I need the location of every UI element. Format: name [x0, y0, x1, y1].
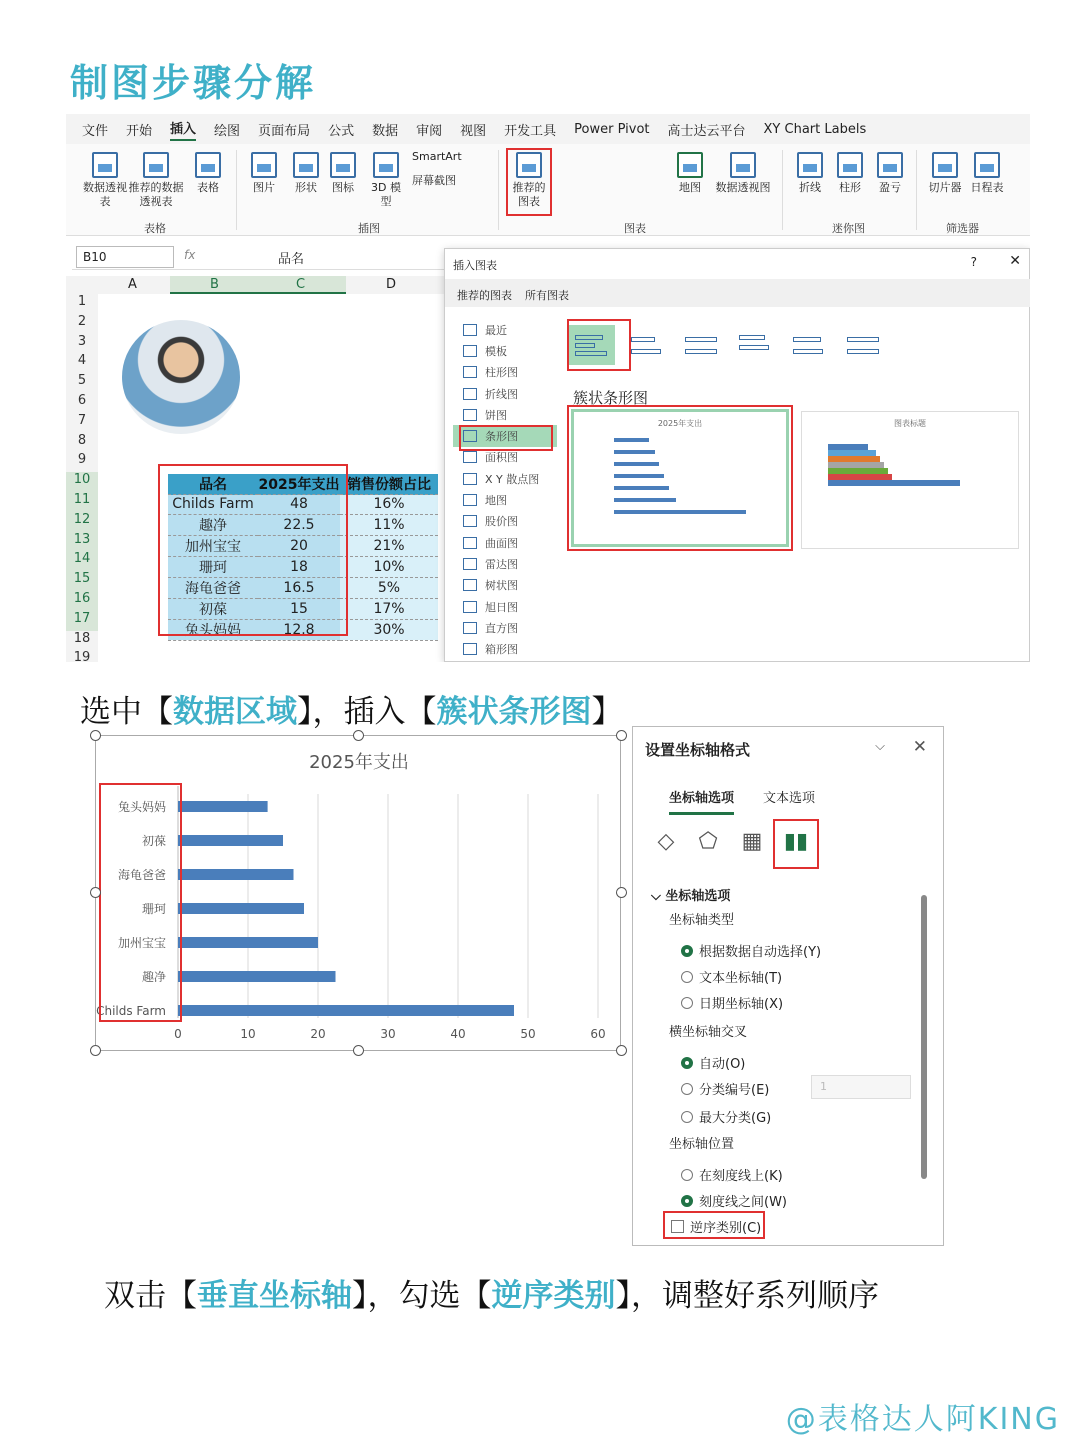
bar-chart[interactable]: [95, 735, 621, 1051]
radio-auto[interactable]: [681, 941, 821, 960]
shapes-icon: [293, 152, 319, 178]
tab-recommended[interactable]: 推荐的图表: [457, 289, 512, 302]
y-category-label: 海龟爸爸: [117, 868, 166, 882]
section-label: 坐标轴选项: [665, 889, 731, 904]
sparkline-line-button[interactable]: 折线: [792, 152, 828, 195]
chart-type-label: 折线图: [485, 387, 518, 401]
x-tick-label: 20: [310, 1027, 326, 1041]
radio-icon: [681, 1169, 693, 1181]
table-cell[interactable]: 16.5: [258, 577, 340, 598]
radio-label: 刻度线之间(W): [699, 1195, 787, 1210]
menu-insert[interactable]: 插入: [170, 118, 196, 141]
chart-type-icon: [463, 409, 477, 421]
radio-date-axis[interactable]: [681, 993, 783, 1012]
ribbon: [66, 144, 1030, 236]
row-header[interactable]: 4: [66, 353, 98, 373]
pivot-table-button[interactable]: 数据透视表: [82, 152, 128, 209]
x-tick-label: 60: [590, 1027, 606, 1041]
chart-type-label: 曲面图: [485, 536, 518, 550]
dialog-tabs: [445, 279, 1030, 307]
chart-type-icon: [463, 388, 477, 400]
highlight-box: [567, 319, 631, 371]
table-cell[interactable]: 10%: [340, 556, 438, 577]
menu-cloud[interactable]: 高士达云平台: [667, 123, 746, 139]
globe-icon: [677, 152, 703, 178]
menu-page-layout[interactable]: 页面布局: [258, 123, 311, 139]
group-sparklines-label: 迷你图: [832, 222, 865, 235]
table-icon: [195, 152, 221, 178]
preview-title: 2025年支出: [657, 419, 703, 428]
bar: [178, 801, 268, 812]
radio-icon: [681, 945, 693, 957]
bar-subtypes: [567, 319, 1027, 371]
step2-highlight: 垂直坐标轴: [197, 1278, 352, 1314]
bar: [178, 1005, 514, 1016]
resize-handle[interactable]: [90, 1045, 101, 1056]
group-illustrations-label: 插图: [358, 222, 380, 235]
recommended-chart-button[interactable]: 推荐的图表: [510, 152, 548, 209]
x-tick-label: 50: [520, 1027, 536, 1041]
table-cell[interactable]: 22.5: [258, 514, 340, 535]
chart-type-item[interactable]: [453, 362, 557, 383]
size-properties-icon[interactable]: ▦: [741, 829, 763, 854]
step1-pre: 选中【: [80, 694, 173, 730]
3d-clustered-bar-option[interactable]: [733, 325, 779, 365]
chart-type-icon: [463, 473, 477, 485]
chart-type-item[interactable]: [453, 575, 557, 596]
ribbon-separator: [498, 150, 499, 230]
chart-type-label: 雷达图: [485, 557, 518, 571]
chart-type-label: 模板: [485, 344, 507, 358]
col-b[interactable]: B: [210, 277, 219, 292]
chart-type-item[interactable]: [453, 511, 557, 532]
formula-bar: [72, 244, 446, 270]
radio-label: 自动(O): [699, 1057, 746, 1072]
tab-axis-options[interactable]: 坐标轴选项: [669, 787, 734, 815]
row-header[interactable]: 12: [66, 512, 98, 532]
chart-type-label: 最近: [485, 323, 507, 337]
chart-type-label: 树状图: [485, 579, 518, 593]
step2-text: [104, 1270, 879, 1315]
row-header[interactable]: 2: [66, 314, 98, 334]
picture-icon: [251, 152, 277, 178]
row-header[interactable]: 17: [66, 611, 98, 631]
help-icon[interactable]: ?: [970, 255, 977, 269]
row-header[interactable]: 16: [66, 591, 98, 611]
resize-handle[interactable]: [616, 1045, 627, 1056]
chart-type-item[interactable]: [453, 596, 557, 617]
tab-all-charts[interactable]: 所有图表: [525, 289, 569, 302]
pentagon-icon[interactable]: ⬠: [698, 829, 718, 854]
radio-label: 分类编号(E): [699, 1083, 770, 1098]
chart-type-item[interactable]: [453, 489, 557, 510]
table-cell[interactable]: 海龟爸爸: [168, 577, 258, 598]
table-cell[interactable]: 11%: [340, 514, 438, 535]
paint-bucket-icon[interactable]: ◇: [657, 829, 675, 854]
chart-type-item[interactable]: [453, 468, 557, 489]
table-cell[interactable]: 初葆: [168, 598, 258, 619]
resize-handle[interactable]: [616, 730, 627, 741]
table-cell[interactable]: 12.8: [258, 619, 340, 640]
radio-icon: [681, 1111, 693, 1123]
chart-type-icon: [463, 451, 477, 463]
chart-type-item[interactable]: [453, 532, 557, 553]
chart-type-item[interactable]: [453, 617, 557, 638]
menu-file[interactable]: 文件: [82, 123, 109, 139]
highlight-box: [459, 425, 553, 451]
step1-mid: 】，插入【: [297, 694, 437, 730]
slicer-icon: [932, 152, 958, 178]
resize-handle[interactable]: [353, 730, 364, 741]
table-cell[interactable]: 珊珂: [168, 556, 258, 577]
table-cell[interactable]: 17%: [340, 598, 438, 619]
preview-chart-2[interactable]: [801, 411, 1019, 549]
y-category-label: 加州宝宝: [117, 936, 166, 950]
scrollbar[interactable]: [921, 895, 927, 1179]
radio-label: 根据数据自动选择(Y): [699, 945, 822, 960]
table-cell[interactable]: 15: [258, 598, 340, 619]
group-charts-label: 图表: [624, 222, 646, 235]
row-header[interactable]: 15: [66, 571, 98, 591]
y-category-label: Childs Farm: [96, 1004, 166, 1018]
resize-handle[interactable]: [90, 887, 101, 898]
bar: [178, 903, 304, 914]
credit: @表格达人阿KING: [785, 1402, 1060, 1437]
x-tick-label: 30: [380, 1027, 396, 1041]
header-cell[interactable]: 2025年支出: [258, 474, 340, 495]
chart-type-list: [453, 319, 557, 660]
menu-developer[interactable]: 开发工具: [504, 123, 557, 139]
picture-button[interactable]: 图片: [246, 152, 282, 195]
x-tick-label: 10: [240, 1027, 256, 1041]
radio-icon: [681, 971, 693, 983]
checkbox-label: 逆序类别(C): [690, 1221, 762, 1236]
row-header[interactable]: 19: [66, 650, 98, 662]
y-category-label: 兔头妈妈: [117, 800, 166, 814]
axis-type-label: 坐标轴类型: [669, 913, 735, 928]
chart-type-item[interactable]: [453, 340, 557, 361]
ribbon-menu-bar: [66, 114, 1030, 144]
bar: [178, 835, 283, 846]
preview-title: 图表标题: [894, 419, 926, 428]
column-sparkline-icon: [837, 152, 863, 178]
radio-cross-auto[interactable]: [681, 1053, 745, 1072]
row-header[interactable]: 3: [66, 334, 98, 354]
step1-highlight: 数据区域: [173, 694, 297, 730]
preview-bars-2: [802, 412, 1014, 544]
page-title: 制图步骤分解: [70, 61, 317, 105]
pivot-chart-button[interactable]: 数据透视图: [712, 152, 774, 195]
radio-icon: [681, 1195, 693, 1207]
chart-type-label: 柱形图: [485, 366, 518, 380]
stacked-bar-option[interactable]: [625, 325, 671, 365]
pivot-table-icon: [92, 152, 118, 178]
bar: [178, 971, 336, 982]
menu-home[interactable]: 开始: [126, 123, 153, 139]
step1-highlight: 簇状条形图: [436, 694, 592, 730]
resize-handle[interactable]: [616, 887, 627, 898]
dialog-title: 插入图表: [453, 259, 497, 272]
header-cell[interactable]: 销售份额占比: [340, 474, 438, 495]
bar: [178, 937, 318, 948]
resize-handle[interactable]: [90, 730, 101, 741]
radio-label: 在刻度线上(K): [699, 1169, 783, 1184]
chart-type-icon: [463, 537, 477, 549]
col-a[interactable]: A: [128, 277, 137, 292]
highlight-box: [773, 819, 819, 869]
axis-position-label: 坐标轴位置: [669, 1137, 735, 1152]
menu-formulas[interactable]: 公式: [328, 123, 355, 139]
recommended-pivot-button[interactable]: 推荐的数据透视表: [128, 152, 184, 209]
chart-type-label: X Y 散点图: [485, 472, 540, 486]
chart-type-icon: [463, 324, 477, 336]
step2-highlight: 逆序类别: [491, 1278, 616, 1314]
shapes-button[interactable]: 形状: [288, 152, 324, 195]
formula-input[interactable]: 品名: [278, 252, 305, 267]
step1-text: [80, 686, 623, 731]
menu-view[interactable]: 视图: [460, 123, 487, 139]
chart-type-item[interactable]: [453, 383, 557, 404]
timeline-icon: [974, 152, 1000, 178]
tab-text-options[interactable]: 文本选项: [763, 791, 816, 806]
row-header[interactable]: 11: [66, 492, 98, 512]
winloss-icon: [877, 152, 903, 178]
radio-cross-category[interactable]: [681, 1079, 769, 1098]
bar: [178, 869, 294, 880]
col-c[interactable]: C: [296, 277, 306, 292]
screenshot-button[interactable]: 屏幕截图: [412, 174, 456, 187]
sparkline-column-button[interactable]: 柱形: [832, 152, 868, 195]
step1-post: 】: [591, 694, 623, 730]
table-cell[interactable]: 5%: [340, 577, 438, 598]
3d-stacked-bar-option[interactable]: [787, 325, 833, 365]
x-tick-label: 0: [174, 1027, 182, 1041]
chart-type-icon: [463, 558, 477, 570]
subtype-name: 簇状条形图: [573, 389, 649, 407]
chart-type-label: 直方图: [485, 621, 518, 635]
radio-cross-max[interactable]: [681, 1107, 771, 1126]
table-cell[interactable]: 16%: [340, 495, 438, 515]
timeline-button[interactable]: 日程表: [968, 152, 1006, 195]
menu-draw[interactable]: 绘图: [214, 123, 241, 139]
table-cell[interactable]: 20: [258, 535, 340, 556]
row-header[interactable]: 10: [66, 472, 98, 492]
row-headers: [66, 294, 98, 662]
selected-columns: [170, 276, 346, 294]
radio-label: 日期坐标轴(X): [699, 997, 784, 1012]
ribbon-separator: [916, 150, 917, 230]
row-header[interactable]: 13: [66, 532, 98, 552]
chart-type-item[interactable]: [453, 404, 557, 425]
fx-icon[interactable]: fx: [184, 248, 196, 262]
chart-type-label: 股价图: [485, 515, 518, 529]
row-header[interactable]: 1: [66, 294, 98, 314]
chart-type-item[interactable]: [453, 553, 557, 574]
highlight-box: [506, 148, 552, 216]
row-header[interactable]: 9: [66, 452, 98, 472]
radio-icon: [681, 1057, 693, 1069]
menu-power-pivot[interactable]: Power Pivot: [574, 121, 650, 137]
radio-label: 文本坐标轴(T): [699, 971, 783, 986]
column-headers: [66, 276, 446, 294]
header-cell[interactable]: 品名: [168, 474, 258, 495]
3d-100-bar-option[interactable]: [841, 325, 887, 365]
icons-icon: [330, 152, 356, 178]
chart-type-label: 箱形图: [485, 643, 518, 657]
chart-type-label: 地图: [485, 494, 507, 508]
chart-type-item[interactable]: [453, 319, 557, 340]
section-header[interactable]: ⌵ 坐标轴选项: [651, 889, 731, 904]
pane-title: 设置坐标轴格式: [645, 741, 751, 759]
y-category-label: 趣净: [141, 970, 166, 984]
table-cell[interactable]: 兔头妈妈: [168, 619, 258, 640]
row-header[interactable]: 8: [66, 433, 98, 453]
format-axis-pane: [632, 726, 944, 1246]
highlight-box: [663, 1211, 765, 1239]
menu-xy-chart-labels[interactable]: XY Chart Labels: [763, 121, 867, 137]
line-sparkline-icon: [797, 152, 823, 178]
table-cell[interactable]: 48: [258, 495, 340, 515]
slicer-button[interactable]: 切片器: [926, 152, 964, 195]
cube-icon: [373, 152, 399, 178]
chart-type-icon: [463, 366, 477, 378]
vertical-axis-highlight: [99, 783, 182, 1022]
menu-data[interactable]: 数据: [372, 123, 399, 139]
name-box[interactable]: B10: [76, 246, 174, 268]
radio-label: 最大分类(G): [699, 1111, 772, 1126]
chart-title: 2025年支出: [309, 752, 409, 773]
100-stacked-bar-option[interactable]: [679, 325, 725, 365]
step2-post: 】，调整好系列顺序: [615, 1278, 879, 1314]
radio-icon: [681, 997, 693, 1009]
table-cell[interactable]: 18: [258, 556, 340, 577]
close-icon[interactable]: ✕: [1009, 253, 1021, 269]
y-category-label: 珊珂: [141, 902, 166, 916]
axis-options-icon[interactable]: ▮▮: [783, 829, 809, 854]
group-filters-label: 筛选器: [946, 222, 979, 235]
icons-button[interactable]: 图标: [328, 152, 358, 195]
ribbon-separator: [236, 150, 237, 230]
radio-on-tick[interactable]: [681, 1165, 783, 1184]
table-cell[interactable]: Childs Farm: [168, 495, 258, 515]
chart-type-icon: [463, 515, 477, 527]
insert-chart-dialog: [444, 248, 1030, 662]
radio-icon: [681, 1083, 693, 1095]
map-button[interactable]: 地图: [672, 152, 708, 195]
table-button[interactable]: 表格: [190, 152, 226, 195]
menu-review[interactable]: 审阅: [416, 123, 443, 139]
row-header[interactable]: 5: [66, 373, 98, 393]
chart-type-label: 旭日图: [485, 600, 518, 614]
row-header[interactable]: 6: [66, 393, 98, 413]
chart-type-icon: [463, 601, 477, 613]
chart-type-icon: [463, 643, 477, 655]
chevron-down-icon[interactable]: ⌵: [875, 739, 885, 754]
smartart-button[interactable]: SmartArt: [412, 150, 462, 163]
data-range-highlight: [158, 464, 348, 636]
row-header[interactable]: 7: [66, 413, 98, 433]
table-cell[interactable]: 趣净: [168, 514, 258, 535]
step2-pre: 双击【: [104, 1278, 197, 1314]
pivot-chart-icon: [730, 152, 756, 178]
step2-mid: 】，勾选【: [352, 1278, 492, 1314]
category-number-input[interactable]: 1: [811, 1075, 911, 1099]
row-header[interactable]: 18: [66, 631, 98, 651]
radio-between-tick[interactable]: [681, 1191, 787, 1210]
chart-type-label: 面积图: [485, 451, 518, 465]
x-tick-label: 40: [450, 1027, 466, 1041]
col-d[interactable]: D: [386, 277, 397, 292]
row-header[interactable]: 14: [66, 551, 98, 571]
ribbon-separator: [782, 150, 783, 230]
excel-screenshot: [66, 114, 1030, 662]
group-table-label: 表格: [144, 222, 166, 235]
chart-type-item[interactable]: [453, 638, 557, 659]
chart-type-icon: [463, 579, 477, 591]
highlight-box: [567, 405, 793, 551]
table-cell[interactable]: 30%: [340, 619, 438, 640]
recommended-pivot-icon: [143, 152, 169, 178]
chart-type-icon: [463, 622, 477, 634]
resize-handle[interactable]: [353, 1045, 364, 1056]
table-cell[interactable]: 21%: [340, 535, 438, 556]
table-cell[interactable]: 加州宝宝: [168, 535, 258, 556]
close-icon[interactable]: ✕: [912, 737, 927, 757]
chart-type-icon: [463, 494, 477, 506]
y-category-label: 初葆: [141, 834, 166, 848]
3d-model-button[interactable]: 3D 模型: [366, 152, 406, 209]
chart-type-icon: [463, 345, 477, 357]
axis-cross-label: 横坐标轴交叉: [669, 1025, 748, 1040]
chart-type-label: 饼图: [485, 408, 507, 422]
radio-text-axis[interactable]: [681, 967, 782, 986]
chart-type-label: 条形图: [485, 430, 518, 444]
avatar: [122, 320, 240, 434]
sparkline-winloss-button[interactable]: 盈亏: [872, 152, 908, 195]
